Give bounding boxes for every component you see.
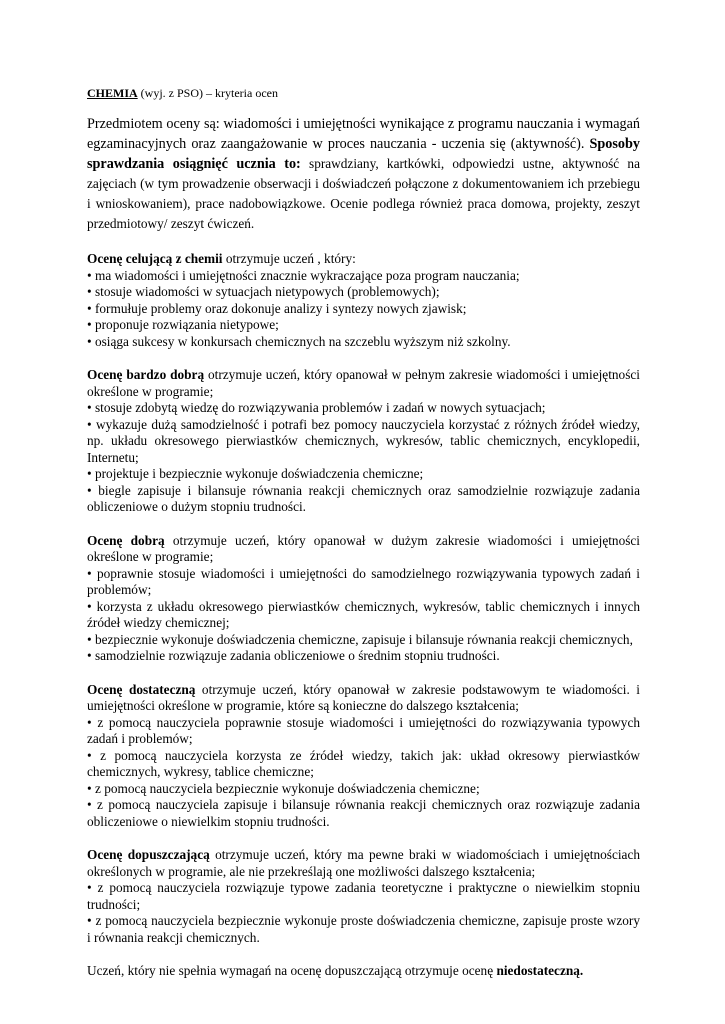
section-heading: Ocenę dostateczną	[87, 681, 196, 697]
section-lead-text: otrzymuje uczeń , który:	[222, 251, 356, 266]
section-lead	[87, 367, 640, 400]
list-item: • bezpiecznie wykonuje doświadczenia chemiczne, zapisuje i bilansuje równania reakcji chemicznych,	[87, 631, 633, 647]
section-lead-text: otrzymuje uczeń, który opanował w pełnym zakresie wiadomości i umiejętności określone w programie;	[87, 367, 640, 399]
list-item: • samodzielnie rozwiązuje zadania obliczeniowe o średnim stopniu trudności.	[87, 648, 500, 663]
list-item: • biegle zapisuje i bilansuje równania reakcji chemicznych oraz samodzielnie rozwiązuje zadania obliczeniowe o dużym stopniu trudności.	[87, 482, 640, 514]
section-lead-text: otrzymuje uczeń, który opanował w dużym zakresie wiadomości i umiejętności określone w programie;	[87, 532, 641, 564]
title-rest: (wyj. z PSO) – kryteria ocen	[137, 86, 278, 100]
section-heading: Ocenę dobrą	[87, 532, 165, 548]
section-dopuszczajaca	[87, 847, 640, 946]
title-subject: CHEMIA	[87, 86, 138, 100]
intro-paragraph	[87, 114, 640, 234]
section-dobra	[87, 533, 640, 665]
section-heading: Ocenę dopuszczającą	[87, 847, 210, 862]
list-item: • stosuje zdobytą wiedzę do rozwiązywania problemów i zadań w nowych sytuacjach;	[87, 400, 546, 415]
section-celujaca	[87, 251, 640, 350]
section-lead-text: otrzymuje uczeń, który ma pewne braki w wiadomościach i umiejętnościach określonych w programie, ale nie przekreślają one możliwości dalszego kształcenia;	[87, 847, 640, 879]
section-lead	[87, 682, 640, 715]
intro-text-1: Przedmiotem oceny są: wiadomości i umiejętności wynikające z programu nauczania i wymagań egzaminacyjnych oraz zaangażowanie w proces nauczania - uczenia się (aktywność).	[87, 116, 640, 152]
list-item: • poprawnie stosuje wiadomości i umiejętności do samodzielnego rozwiązywania typowych zadań i problemów;	[87, 565, 640, 597]
section-dostateczna	[87, 682, 640, 831]
list-item: • z pomocą nauczyciela korzysta ze źródeł wiedzy, takich jak: układ okresowy pierwiastków chemicznych, wykresy, tablice chemiczne;	[87, 747, 640, 779]
list-item: • z pomocą nauczyciela zapisuje i bilansuje równania reakcji chemicznych oraz rozwiązuje zadania obliczeniowe o niewielkim stopniu trudności.	[87, 797, 640, 829]
list-item: • proponuje rozwiązania nietypowe;	[87, 317, 279, 332]
list-item: • wykazuje dużą samodzielność i potrafi bez pomocy nauczyciela korzystać z różnych źródeł wiedzy, np. układu okresowego pierwiastków chemicznych, wykresów, tablic chemicznych, encyklopedii, Internetu;	[87, 416, 640, 465]
list-item: • formułuje problemy oraz dokonuje analizy i syntezy nowych zjawisk;	[87, 300, 467, 316]
section-lead	[87, 251, 640, 268]
list-item: • z pomocą nauczyciela bezpiecznie wykonuje doświadczenia chemiczne;	[87, 780, 480, 796]
list-item: • projektuje i bezpiecznie wykonuje doświadczenia chemiczne;	[87, 466, 424, 481]
list-item: • korzysta z układu okresowego pierwiastków chemicznych, wykresów, tablic chemicznych i innych źródeł wiedzy chemicznej;	[87, 598, 640, 630]
section-bardzo-dobra	[87, 367, 640, 516]
list-item: • stosuje wiadomości w sytuacjach nietypowych (problemowych);	[87, 284, 440, 299]
document-title	[87, 86, 640, 101]
intro-text-2: sprawdziany, kartkówki, odpowiedzi ustne, aktywność na zajęciach (w tym prowadzenie obserwacji i doświadczeń połączone z dokumentowaniem ich przebiegu i wnioskowaniem), prace nadobowiązkowe. Ocenie podlega również praca domowa, projekty, zeszyt przedmiotowy/ zeszyt ćwiczeń.	[87, 156, 640, 231]
list-item: • ma wiadomości i umiejętności znacznie wykraczające poza program nauczania;	[87, 267, 520, 283]
final-text: Uczeń, który nie spełnia wymagań na ocenę dopuszczającą otrzymuje ocenę	[87, 963, 497, 978]
final-bold: niedostateczną.	[496, 963, 584, 978]
document-page	[87, 86, 640, 980]
section-heading: Ocenę celującą z chemii	[87, 251, 223, 266]
list-item: • z pomocą nauczyciela bezpiecznie wykonuje proste doświadczenia chemiczne, zapisuje proste wzory i równania reakcji chemicznych.	[87, 913, 640, 945]
section-heading: Ocenę bardzo dobrą	[87, 367, 205, 382]
list-item: • osiąga sukcesy w konkursach chemicznych na szczeblu wyższym niż szkolny.	[87, 333, 511, 349]
final-paragraph	[87, 963, 640, 980]
section-lead	[87, 533, 640, 566]
intro-bold: Sposoby sprawdzania osiągnięć ucznia to:	[87, 136, 640, 172]
list-item: • z pomocą nauczyciela poprawnie stosuje wiadomości i umiejętności do rozwiązywania typowych zadań i problemów;	[87, 714, 640, 746]
section-lead	[87, 847, 640, 880]
list-item: • z pomocą nauczyciela rozwiązuje typowe zadania teoretyczne i praktyczne o niewielkim stopniu trudności;	[87, 880, 640, 912]
section-lead-text: otrzymuje uczeń, który opanował w zakresie podstawowym te wiadomości. i umiejętności określone w programie, które są konieczne do dalszego kształcenia;	[87, 681, 640, 713]
